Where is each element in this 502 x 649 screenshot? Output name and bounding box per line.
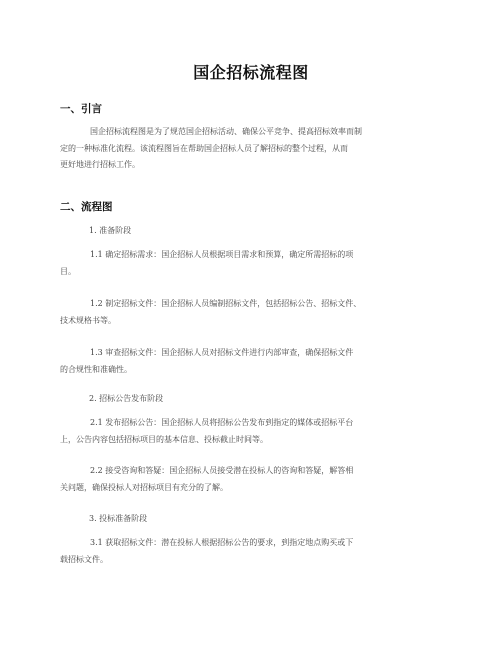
page-title: 国企招标流程图 [193, 63, 309, 82]
list-item: 2.1 发布招标公告：国企招标人员将招标公告发布到指定的媒体或招标平台 上，公告内容包括招标项目的基本信息、投标截止时间等。 [60, 418, 354, 444]
stage-label-announcement: 2. 招标公告发布阶段 [89, 394, 164, 403]
list-item: 2.2 接受咨询和答疑：国企招标人员接受潜在投标人的咨询和答疑，解答相 关问题，确保投标人对招标项目有充分的了解。 [60, 466, 354, 492]
stage-label-bid-preparation: 3. 投标准备阶段 [89, 514, 148, 523]
list-item: 1.3 审查招标文件：国企招标人员对招标文件进行内部审查，确保招标文件 的合规性和准确性。 [60, 348, 354, 374]
list-item: 1.1 确定招标需求：国企招标人员根据项目需求和预算，确定所需招标的项 目。 [60, 250, 354, 276]
stage-label-preparation: 1. 准备阶段 [89, 226, 132, 235]
list-item: 3.1 获取招标文件：潜在投标人根据招标公告的要求，到指定地点购买或下 载招标文件。 [60, 538, 354, 564]
section-heading-introduction: 一、引言 [60, 103, 102, 115]
introduction-paragraph: 国企招标流程图是为了规范国企招标活动、确保公平竞争、提高招标效率而制 定的一种标准化流程。该流程图旨在帮助国企招标人员了解招标的整个过程，从而 更好地进行招标工作。 [60, 127, 362, 169]
section-heading-flowchart: 二、流程图 [60, 201, 113, 213]
list-item: 1.2 制定招标文件：国企招标人员编制招标文件，包括招标公告、招标文件、 技术规格书等。 [60, 299, 362, 325]
